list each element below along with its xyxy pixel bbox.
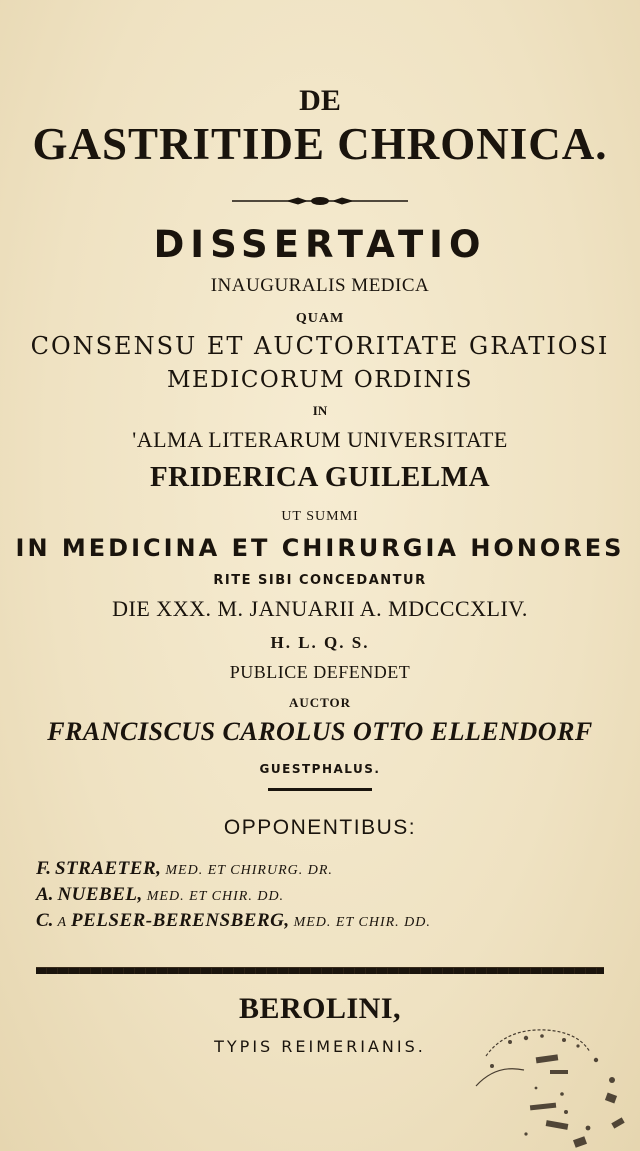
opponent-initial: F. xyxy=(36,858,51,879)
opponent-entry xyxy=(36,885,284,904)
text-line: IN MEDICINA ET CHIRURGIA HONORES xyxy=(15,534,625,562)
opponents-heading: OPPONENTIBUS: xyxy=(223,816,417,839)
divider xyxy=(36,967,604,974)
text-line: 'ALMA LITERARUM UNIVERSITATE xyxy=(132,427,508,452)
ornamental-rule-icon xyxy=(232,196,408,206)
imprint-city: BEROLINI, xyxy=(238,992,402,1025)
opponent-degree: MED. ET CHIRURG. DR. xyxy=(165,863,333,878)
author-origin: GUESTPHALUS. xyxy=(259,762,381,776)
text-line: UT SUMMI xyxy=(281,509,359,524)
text-line: RITE SIBI CONCEDANTUR xyxy=(213,573,427,588)
university-name: FRIDERICA GUILELMA xyxy=(149,461,491,493)
text-line: PUBLICE DEFENDET xyxy=(229,662,411,682)
opponent-name: STRAETER, xyxy=(54,858,162,879)
text-line: IN xyxy=(312,403,328,418)
text-line: QUAM xyxy=(295,311,345,326)
opponent-prefix: A xyxy=(57,915,67,930)
imprint-printer: TYPIS REIMERIANIS. xyxy=(214,1037,426,1056)
opponent-degree: MED. ET CHIR. DD. xyxy=(293,915,431,930)
opponent-entry xyxy=(36,859,333,878)
library-stamp-icon xyxy=(466,1016,636,1151)
author-name: FRANCISCUS CAROLUS OTTO ELLENDORF xyxy=(47,717,593,746)
opponent-name: PELSER-BERENSBERG, xyxy=(71,910,290,931)
opponent-degree: MED. ET CHIR. DD. xyxy=(146,889,285,904)
text-line: MEDICORUM ORDINIS xyxy=(166,367,474,393)
opponent-initial: C. xyxy=(36,910,54,931)
page-title: GASTRITIDE CHRONICA. xyxy=(32,119,608,169)
opponent-initial: A. xyxy=(36,884,54,905)
text-line: CONSENSU ET AUCTORITATE GRATIOSI xyxy=(30,332,610,360)
divider xyxy=(268,788,372,791)
text-line: H. L. Q. S. xyxy=(270,633,370,652)
text-line: INAUGURALIS MEDICA xyxy=(210,275,430,296)
opponent-name: NUEBEL, xyxy=(57,884,143,905)
text-line: AUCTOR xyxy=(288,695,352,710)
title-preposition: DE xyxy=(299,84,341,117)
dissertatio-heading: DISSERTATIO xyxy=(153,223,487,266)
opponent-entry xyxy=(36,911,431,930)
date-line: DIE XXX. M. JANUARII A. MDCCCXLIV. xyxy=(112,596,528,621)
